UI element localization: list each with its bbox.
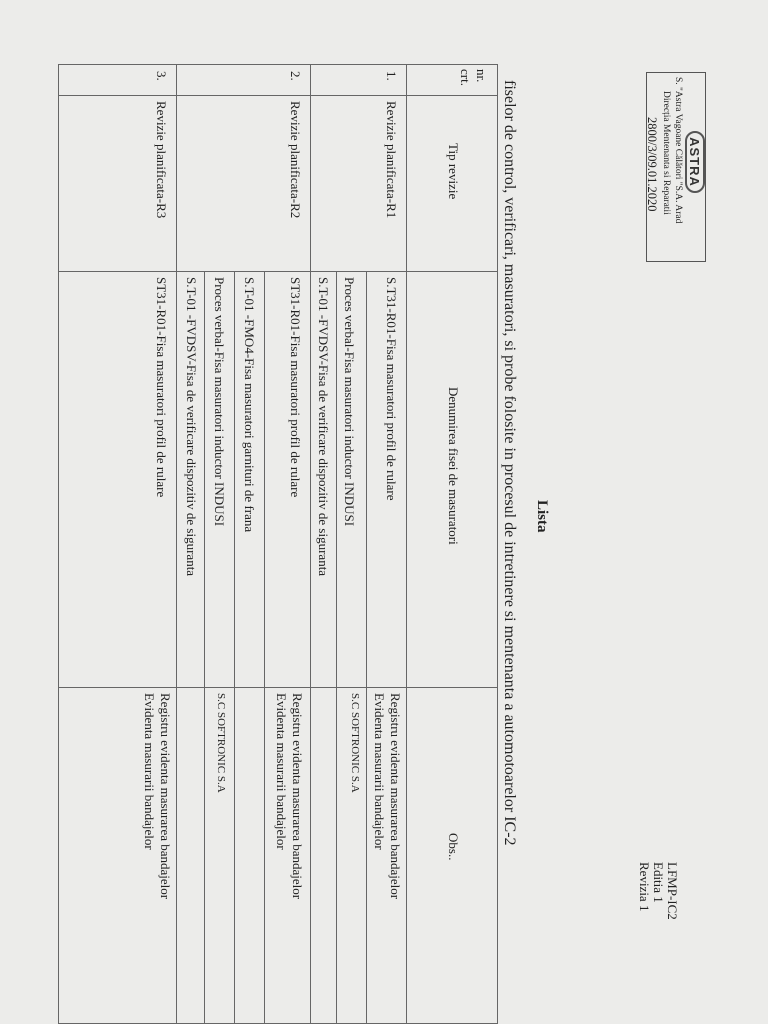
header-crt: crt.	[458, 69, 473, 86]
row-obs-line2: Evidenta masurarii bandajelor	[142, 693, 157, 850]
row-obs-line1: Registru evidenta masurarea bandajelor	[388, 693, 403, 900]
company-header-box	[646, 72, 706, 262]
header-tip-revizie: Tip revizie	[446, 143, 461, 200]
document-edition: Editia 1	[651, 862, 666, 903]
row-obs-line1: Registru evidenta masurarea bandajelor	[290, 693, 305, 900]
row-revision-type: Revizie planificata-R2	[288, 101, 303, 219]
document-title: Lista	[534, 500, 550, 533]
header-row-divider	[406, 65, 407, 1023]
row-sheet-name: S.T-01 -FVDSV-Fisa de verificare dispozitiv de siguranta	[316, 277, 331, 577]
row-sheet-name: S.T-01 -FVDSV-Fisa de verificare dispozitiv de siguranta	[184, 277, 199, 577]
company-name: S. "Astra Vagoane Călători "S.A. Arad	[673, 77, 683, 224]
row-divider	[204, 271, 205, 1023]
row-revision-type: Revizie planificata-R3	[154, 101, 169, 219]
row-obs-line1: S.C SOFTRONIC S.A	[215, 693, 227, 793]
astra-logo: ASTRA	[685, 131, 705, 193]
row-obs-line1: S.C SOFTRONIC S.A	[349, 693, 361, 793]
row-divider	[336, 271, 337, 1023]
row-obs-line1: Registru evidenta masurarea bandajelor	[158, 693, 173, 900]
header-nr: nr.	[474, 69, 489, 83]
row-obs-line2: Evidenta masurarii bandajelor	[372, 693, 387, 850]
row-divider	[310, 65, 311, 1023]
division-name: Direcția Mentenanta si Reparatii	[661, 91, 671, 215]
header-obs: Obs..	[446, 833, 461, 861]
row-number: 3.	[154, 71, 169, 81]
column-divider	[59, 687, 497, 688]
row-sheet-name: ST31-R01-Fisa masuratori profil de rulare	[154, 277, 169, 498]
row-number: 2.	[288, 71, 303, 81]
row-divider	[234, 271, 235, 1023]
row-obs-line2: Evidenta masurarii bandajelor	[274, 693, 289, 850]
row-divider	[366, 271, 367, 1023]
document-subtitle: fiselor de control, verificari, masuratori, si probe folosite in procesul de intretinere si mentenanta a automotoarelor IC-2	[501, 80, 518, 846]
row-divider	[264, 271, 265, 1023]
row-sheet-name: ST31-R01-Fisa masuratori profil de rulare	[288, 277, 303, 498]
row-sheet-name: Proces verbal-Fisa masuratori inductor INDUSI	[212, 277, 227, 527]
row-sheet-name: S.T-01 -FMO4-Fisa masuratori garnituri de frana	[242, 277, 257, 533]
row-number: 1.	[384, 71, 399, 81]
header-denumire: Denumirea fisei de masuratori	[446, 387, 461, 545]
row-sheet-name: S.T31-R01-Fisa masuratori profil de rulare	[384, 277, 399, 501]
document-code: LFMP-IC2	[665, 862, 680, 920]
registration-number: 2800/3/09.01.2020	[645, 117, 659, 212]
row-sheet-name: Proces verbal-Fisa masuratori inductor INDUSI	[342, 277, 357, 527]
column-divider	[59, 271, 497, 272]
document-revision: Revizia 1	[637, 862, 652, 912]
revision-table	[58, 64, 498, 1024]
column-divider	[59, 95, 497, 96]
row-revision-type: Revizie planificata-R1	[384, 101, 399, 219]
row-divider	[176, 65, 177, 1023]
